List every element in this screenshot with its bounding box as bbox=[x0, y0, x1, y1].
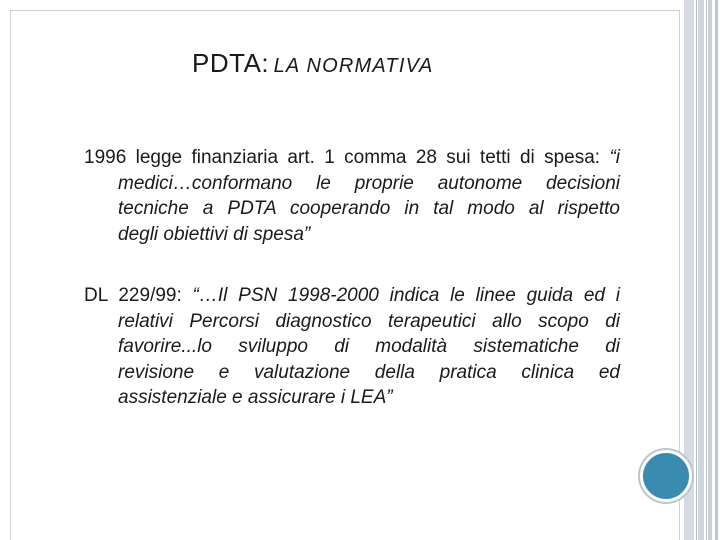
decorative-side-line bbox=[696, 0, 697, 540]
decorative-side-bar bbox=[715, 0, 718, 540]
decorative-side-bar bbox=[708, 0, 712, 540]
paragraph-line bbox=[84, 145, 620, 171]
line-text-italic: “i bbox=[609, 147, 620, 168]
title-subtitle: LA NORMATIVA bbox=[273, 55, 434, 77]
paragraph-line: relativi Percorsi diagnostico terapeutici allo scopo di bbox=[118, 310, 620, 332]
paragraph-line bbox=[84, 283, 620, 309]
paragraph-legge-finanziaria bbox=[84, 145, 620, 247]
paragraph-line: tecniche a PDTA cooperando in tal modo al rispetto bbox=[118, 198, 620, 219]
line-text: DL 229/99: bbox=[84, 285, 193, 306]
decorative-side-line bbox=[706, 0, 707, 540]
paragraph-line: favorire...lo sviluppo di modalità sistematiche di bbox=[118, 336, 620, 357]
decorative-circle bbox=[640, 450, 692, 502]
paragraph-line: degli obiettivi di spesa” bbox=[118, 223, 311, 245]
title-main: PDTA: bbox=[192, 48, 270, 78]
paragraph-line: assistenziale e assicurare i LEA” bbox=[118, 387, 393, 408]
decorative-side-bar bbox=[698, 0, 704, 540]
paragraph-dl-229-99 bbox=[84, 283, 620, 411]
paragraph-line: revisione e valutazione della pratica clinica ed bbox=[118, 361, 620, 383]
paragraph-line: medici…conformano le proprie autonome decisioni bbox=[118, 172, 620, 194]
slide-title bbox=[192, 48, 434, 79]
line-text-italic: “…Il PSN 1998-2000 indica le linee guida ed i bbox=[192, 285, 620, 306]
slide-frame bbox=[10, 10, 680, 540]
line-text: 1996 legge finanziaria art. 1 comma 28 sui tetti di spesa: bbox=[84, 147, 610, 168]
